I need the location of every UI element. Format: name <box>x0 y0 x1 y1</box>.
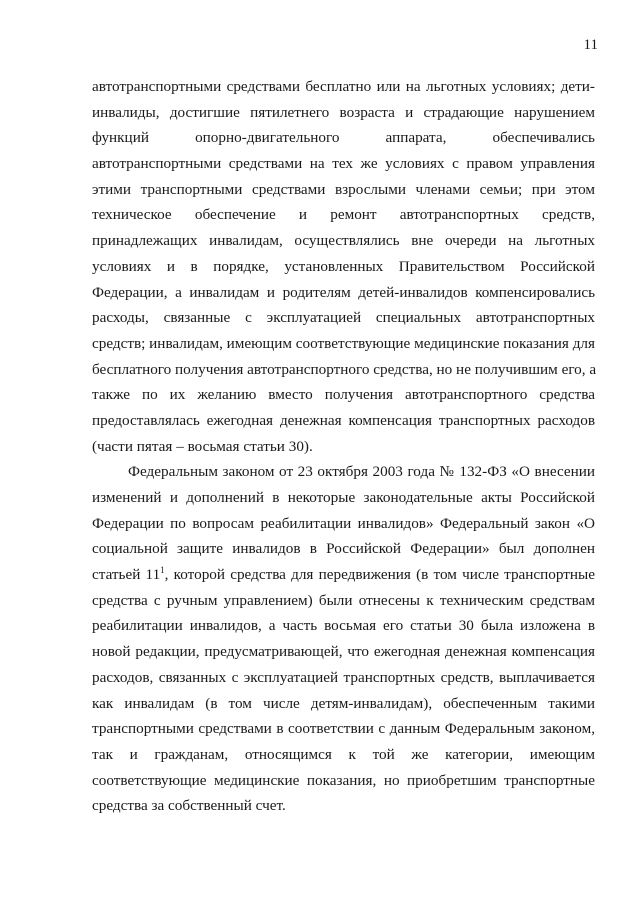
text-line: техническое обеспечение и ремонт автотранспортных средств, <box>92 206 595 224</box>
text-line: также по их желанию вместо получения автотранспортного средства <box>92 386 595 404</box>
text-line: как инвалидам (в том числе детям-инвалидам), обеспеченным такими <box>92 694 595 712</box>
text-line: реабилитации инвалидов, а часть восьмая его статьи 30 была изложена в <box>92 617 595 635</box>
paragraph-1 <box>92 74 595 459</box>
text-line: расходы, связанные с эксплуатацией специальных автотранспортных <box>92 309 595 327</box>
text-line: условиях и в порядке, установленных Правительством Российской <box>92 257 595 275</box>
text-line: соответствующие медицинские показания, но приобретшим транспортные <box>92 771 595 789</box>
text-segment: , которой средства для передвижения (в том числе транспортные <box>164 566 595 584</box>
superscript: 1 <box>160 565 165 576</box>
text-line: предоставлялась ежегодная денежная компенсация транспортных расходов <box>92 411 595 429</box>
text-line: бесплатного получения автотранспортного средства, но не получившим его, а <box>92 360 597 378</box>
body-text <box>92 74 595 819</box>
text-line-with-superscript <box>92 562 595 588</box>
text-line: Федеральным законом от 23 октября 2003 года № 132-ФЗ «О внесении <box>128 463 595 481</box>
text-line: этими транспортными средствами взрослыми членами семьи; при этом <box>92 180 595 198</box>
text-line: изменений и дополнений в некоторые законодательные акты Российской <box>92 489 595 506</box>
page-number: 11 <box>583 37 598 53</box>
text-line: средств; инвалидам, имеющим соответствующие медицинские показания для <box>92 334 595 352</box>
text-line: (части пятая – восьмая статьи 30). <box>92 437 313 455</box>
paragraph-2 <box>92 459 595 819</box>
text-line: принадлежащих инвалидам, осуществлялись вне очереди на льготных <box>92 232 595 250</box>
text-line: социальной защите инвалидов в Российской Федерации» был дополнен <box>92 540 595 558</box>
text-line: так и гражданам, относящимся к той же категории, имеющим <box>92 745 595 763</box>
text-line: новой редакции, предусматривающей, что ежегодная денежная компенсация <box>92 643 595 661</box>
text-line: Федерации, а инвалидам и родителям детей-инвалидов компенсировались <box>92 283 595 301</box>
text-segment: статьей 11 <box>92 566 161 584</box>
text-line: автотранспортными средствами бесплатно или на льготных условиях; дети- <box>92 78 595 95</box>
text-line: средства за собственный счет. <box>92 797 286 815</box>
text-line: расходов, связанных с эксплуатацией транспортных средств, выплачивается <box>92 668 595 686</box>
text-line: функций опорно-двигательного аппарата, обеспечивались <box>92 129 595 147</box>
text-line: Федерации по вопросам реабилитации инвалидов» Федеральный закон «О <box>92 514 595 532</box>
text-line: инвалиды, достигшие пятилетнего возраста и страдающие нарушением <box>92 103 595 121</box>
text-line: транспортными средствами в соответствии с данным Федеральным законом, <box>92 720 595 738</box>
text-line: средства с ручным управлением) были отнесены к техническим средствам <box>92 591 595 609</box>
text-line: автотранспортными средствами на тех же условиях с правом управления <box>92 155 595 173</box>
